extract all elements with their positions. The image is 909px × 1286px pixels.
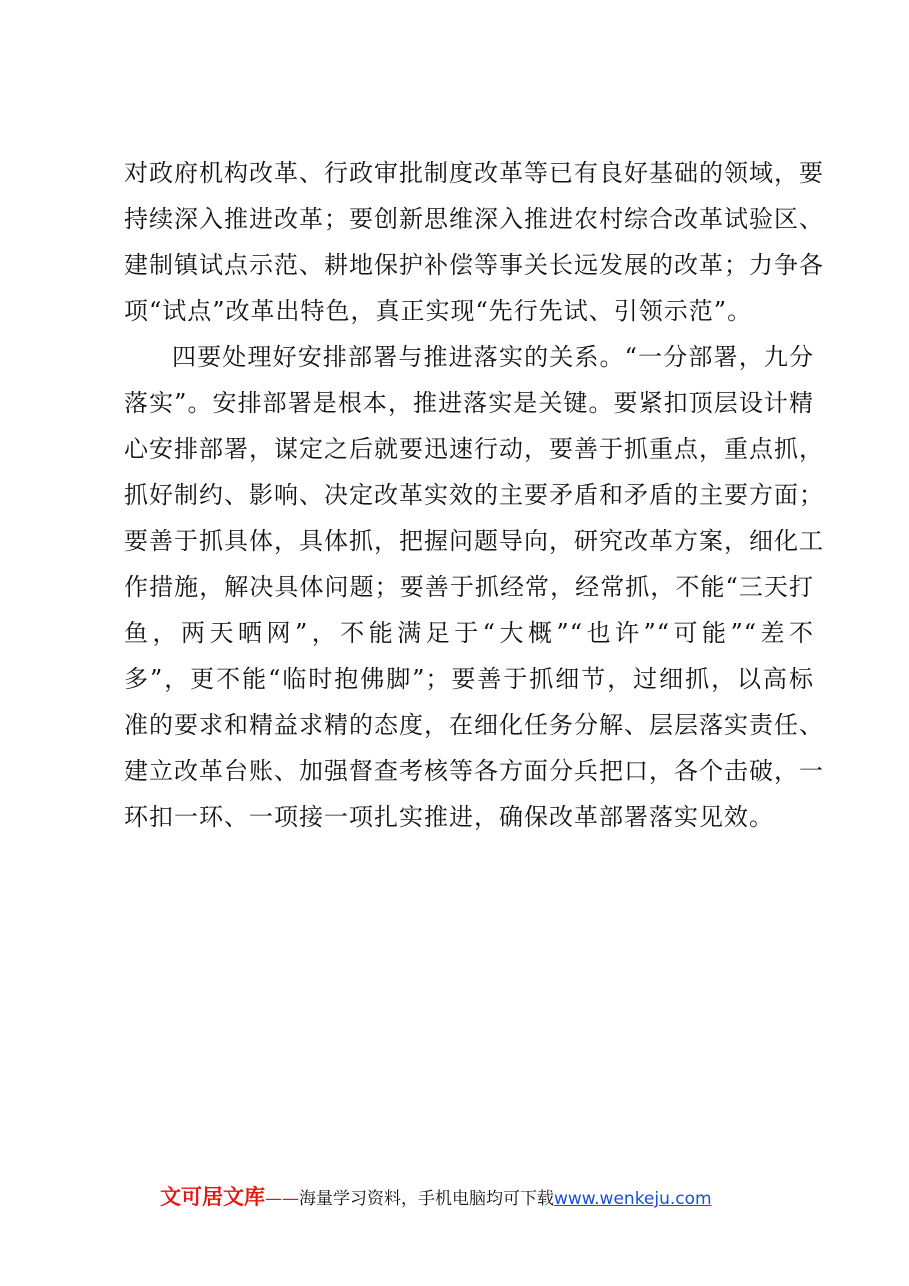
footer-brand: 文可居文库 (160, 1185, 265, 1209)
text-line: 准的要求和精益求精的态度，在细化任务分解、层层落实责任、 (124, 711, 824, 739)
text-line: 建立改革台账、加强督查考核等各方面分兵把口，各个击破，一 (124, 757, 824, 785)
body-text (124, 150, 824, 840)
text-line: 鱼，两天晒网”，不能满足于“大概”“也许”“可能”“差不 (124, 619, 814, 647)
text-line: 心安排部署，谋定之后就要迅速行动，要善于抓重点，重点抓， (124, 435, 824, 463)
footer-site-link[interactable]: www.wenkeju.com (554, 1189, 712, 1209)
text-line: 要善于抓具体，具体抓，把握问题导向，研究改革方案，细化工 (124, 527, 824, 555)
text-line: 项“试点”改革出特色，真正实现“先行先试、引领示范”。 (124, 297, 753, 325)
footer-dash: —— (265, 1189, 299, 1209)
text-line: 抓好制约、影响、决定改革实效的主要矛盾和矛盾的主要方面； (124, 481, 824, 509)
footer-tagline: 海量学习资料，手机电脑均可下载 (299, 1189, 554, 1209)
text-line: 作措施，解决具体问题；要善于抓经常，经常抓，不能“三天打 (124, 573, 814, 601)
text-line: 环扣一环、一项接一项扎实推进，确保改革部署落实见效。 (124, 803, 774, 831)
text-line: 多”，更不能“临时抱佛脚”；要善于抓细节，过细抓，以高标 (124, 665, 814, 693)
text-line: 建制镇试点示范、耕地保护补偿等事关长远发展的改革；力争各 (124, 251, 824, 279)
text-line: 对政府机构改革、行政审批制度改革等已有良好基础的领域，要 (124, 159, 824, 187)
paragraph-start-line: 四要处理好安排部署与推进落实的关系。“一分部署，九分 (172, 343, 814, 371)
footer-banner (160, 1180, 800, 1214)
text-line: 落实”。安排部署是根本，推进落实是关键。要紧扣顶层设计精 (124, 389, 814, 417)
text-line: 持续深入推进改革；要创新思维深入推进农村综合改革试验区、 (124, 205, 824, 233)
